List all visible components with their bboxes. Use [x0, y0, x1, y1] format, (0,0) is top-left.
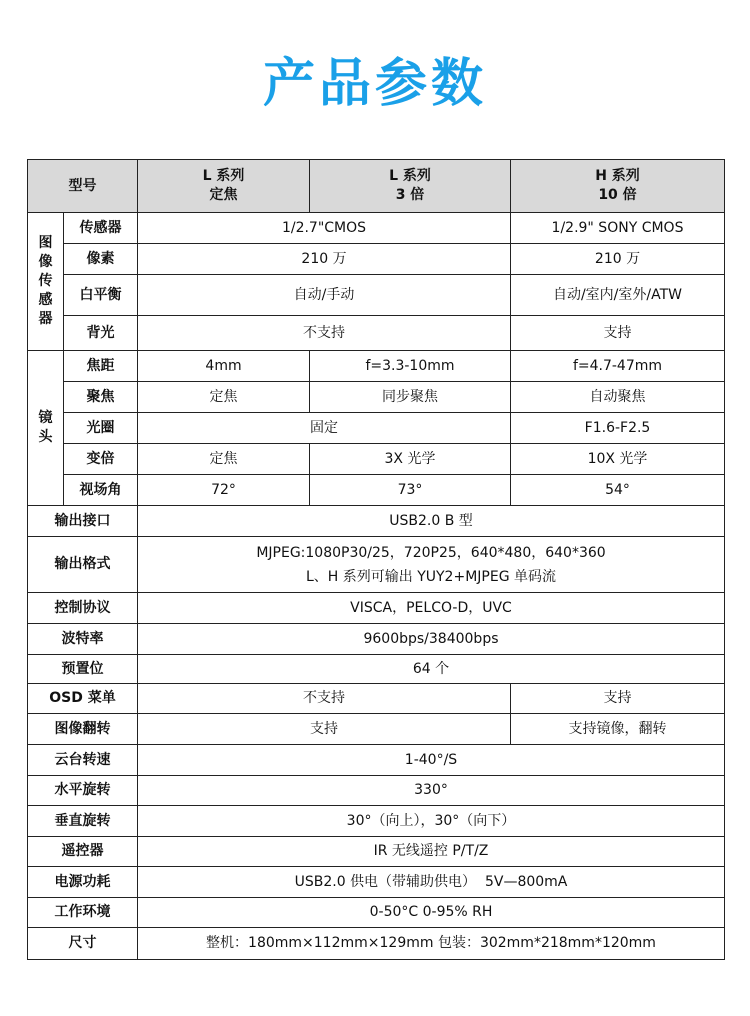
cell-value: 9600bps/38400bps: [138, 624, 725, 655]
table-row: [28, 213, 725, 244]
table-row: [28, 714, 725, 745]
header-h-10x: [511, 160, 725, 213]
cell-l-value: 固定: [138, 413, 511, 444]
cell-l-fixed-value: 定焦: [138, 382, 310, 413]
table-row: [28, 413, 725, 444]
cell-h-value: 1/2.9" SONY CMOS: [511, 213, 725, 244]
cell-value: 1-40°/S: [138, 745, 725, 776]
spec-table: [27, 159, 725, 960]
table-row: [28, 928, 725, 960]
table-row: [28, 806, 725, 837]
row-label: 传感器: [64, 213, 138, 244]
header-l-3x: [310, 160, 511, 213]
header-model: 型号: [28, 160, 138, 213]
cell-value: [138, 537, 725, 593]
format-line-2: L、H 系列可输出 YUY2+MJPEG 单码流: [305, 568, 556, 585]
header-l-3x-series: L 系列: [389, 168, 431, 184]
table-row: [28, 745, 725, 776]
row-label: OSD 菜单: [28, 684, 138, 714]
cell-l-value: 210 万: [138, 244, 511, 275]
cell-l-value: 1/2.7"CMOS: [138, 213, 511, 244]
page-title: 产品参数: [262, 54, 487, 114]
cell-h-value: 自动/室内/室外/ATW: [511, 275, 725, 316]
header-h-10x-series: H 系列: [595, 168, 640, 184]
table-row: [28, 316, 725, 351]
group-sensor-char: 传: [38, 273, 53, 289]
row-label: 预置位: [28, 655, 138, 684]
group-lens-char: 头: [38, 429, 53, 445]
table-row: [28, 624, 725, 655]
cell-l-value: 不支持: [138, 684, 511, 714]
table-row: [28, 655, 725, 684]
row-label: 云台转速: [28, 745, 138, 776]
group-sensor-char: 图: [38, 235, 53, 251]
group-sensor-char: 像: [38, 254, 53, 270]
row-label: 控制协议: [28, 593, 138, 624]
cell-l-3x-value: 3X 光学: [310, 444, 511, 475]
cell-l-fixed-value: 4mm: [138, 351, 310, 382]
table-row: [28, 444, 725, 475]
table-row: [28, 593, 725, 624]
table-row: [28, 275, 725, 316]
cell-h-value: f=4.7-47mm: [511, 351, 725, 382]
group-sensor-char: 感: [38, 292, 53, 308]
table-row: [28, 537, 725, 593]
table-row: [28, 867, 725, 898]
cell-value: USB2.0 供电（带辅助供电） 5V—800mA: [138, 867, 725, 898]
header-l-fixed-series: L 系列: [202, 168, 245, 184]
row-label: 水平旋转: [28, 776, 138, 806]
table-row: [28, 776, 725, 806]
cell-h-value: 54°: [511, 475, 725, 506]
cell-l-3x-value: f=3.3-10mm: [310, 351, 511, 382]
row-label: 焦距: [64, 351, 138, 382]
cell-value: USB2.0 B 型: [138, 506, 725, 537]
row-label: 垂直旋转: [28, 806, 138, 837]
table-row: [28, 506, 725, 537]
row-label: 像素: [64, 244, 138, 275]
cell-value: 整机：180mm×112mm×129mm 包装：302mm*218mm*120mm: [138, 928, 725, 960]
table-row: [28, 382, 725, 413]
cell-l-value: 支持: [138, 714, 511, 745]
group-lens: [28, 351, 64, 506]
cell-h-value: 自动聚焦: [511, 382, 725, 413]
row-label: 尺寸: [28, 928, 138, 960]
row-label: 波特率: [28, 624, 138, 655]
cell-h-value: 210 万: [511, 244, 725, 275]
row-label: 电源功耗: [28, 867, 138, 898]
row-label: 工作环境: [28, 898, 138, 928]
cell-h-value: 支持: [511, 316, 725, 351]
group-sensor: [28, 213, 64, 351]
cell-l-3x-value: 同步聚焦: [310, 382, 511, 413]
group-sensor-char: 器: [38, 311, 53, 327]
cell-h-value: F1.6-F2.5: [511, 413, 725, 444]
cell-h-value: 10X 光学: [511, 444, 725, 475]
cell-value: 0-50°C 0-95% RH: [138, 898, 725, 928]
row-label: 遥控器: [28, 837, 138, 867]
row-label: 输出接口: [28, 506, 138, 537]
format-line-1: MJPEG:1080P30/25，720P25，640*480，640*360: [256, 544, 606, 561]
table-row: [28, 684, 725, 714]
header-l-3x-type: 3 倍: [395, 187, 425, 203]
header-l-fixed-type: 定焦: [209, 187, 238, 203]
cell-l-value: 自动/手动: [138, 275, 511, 316]
cell-l-value: 不支持: [138, 316, 511, 351]
cell-l-fixed-value: 定焦: [138, 444, 310, 475]
cell-h-value: 支持: [511, 684, 725, 714]
cell-value: 30°（向上），30°（向下）: [138, 806, 725, 837]
cell-l-3x-value: 73°: [310, 475, 511, 506]
group-lens-char: 镜: [38, 410, 53, 426]
row-label: 白平衡: [64, 275, 138, 316]
table-row: [28, 475, 725, 506]
row-label: 输出格式: [28, 537, 138, 593]
row-label: 光圈: [64, 413, 138, 444]
row-label: 视场角: [64, 475, 138, 506]
row-label: 聚焦: [64, 382, 138, 413]
table-row: [28, 837, 725, 867]
table-row: [28, 351, 725, 382]
header-l-fixed: [138, 160, 310, 213]
row-label: 图像翻转: [28, 714, 138, 745]
header-h-10x-type: 10 倍: [598, 187, 637, 203]
cell-value: 64 个: [138, 655, 725, 684]
cell-l-fixed-value: 72°: [138, 475, 310, 506]
cell-value: VISCA，PELCO-D，UVC: [138, 593, 725, 624]
cell-value: 330°: [138, 776, 725, 806]
row-label: 背光: [64, 316, 138, 351]
cell-h-value: 支持镜像，翻转: [511, 714, 725, 745]
table-row: [28, 244, 725, 275]
header-row: [28, 160, 725, 213]
row-label: 变倍: [64, 444, 138, 475]
cell-value: IR 无线遥控 P/T/Z: [138, 837, 725, 867]
table-row: [28, 898, 725, 928]
